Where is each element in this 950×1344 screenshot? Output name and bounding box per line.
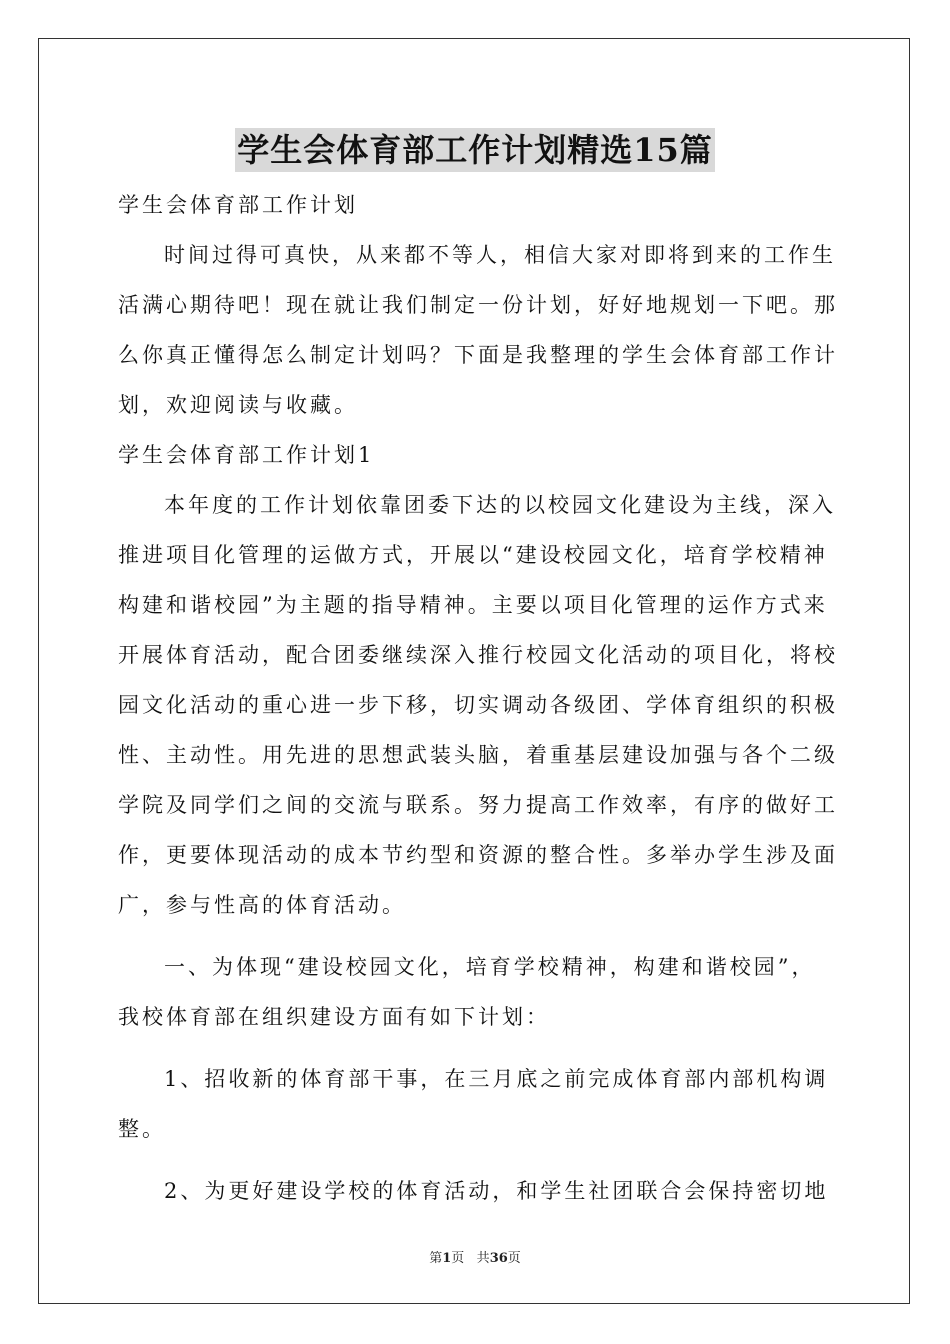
paragraph-line: 学院及同学们之间的交流与联系。努力提高工作效率，有序的做好工 bbox=[118, 793, 838, 817]
paragraph-line: 时间过得可真快，从来都不等人，相信大家对即将到来的工作生 bbox=[164, 243, 836, 267]
total-pages: 36 bbox=[489, 1251, 508, 1266]
spacer bbox=[118, 1154, 834, 1166]
paragraph-line: 2、为更好建设学校的体育活动，和学生社团联合会保持密切地 bbox=[164, 1179, 829, 1203]
point-intro-paragraph bbox=[118, 942, 834, 1042]
intro-heading: 学生会体育部工作计划 bbox=[118, 193, 358, 217]
page-number: 1 bbox=[442, 1251, 452, 1266]
paragraph-line: 园文化活动的重心进一步下移，切实调动各级团、学体育组织的积极 bbox=[118, 693, 838, 717]
intro-paragraph bbox=[118, 230, 838, 430]
paragraph-line: 1、招收新的体育部干事，在三月底之前完成体育部内部机构调 bbox=[164, 1067, 829, 1091]
title-container bbox=[0, 128, 950, 172]
paragraph-line: 推进项目化管理的运做方式，开展以“建设校园文化，培育学校精神 bbox=[118, 543, 828, 567]
paragraph-line: 我校体育部在组织建设方面有如下计划： bbox=[118, 1005, 550, 1029]
item2-paragraph bbox=[118, 1166, 834, 1216]
paragraph-line: 构建和谐校园”为主题的指导精神。主要以项目化管理的运作方式来 bbox=[118, 593, 828, 617]
paragraph-line: 整。 bbox=[118, 1117, 166, 1141]
total-prefix: 共 bbox=[476, 1251, 490, 1266]
paragraph-line: 开展体育活动，配合团委继续深入推行校园文化活动的项目化，将校 bbox=[118, 643, 838, 667]
paragraph-line: 么你真正懂得怎么制定计划吗？下面是我整理的学生会体育部工作计 bbox=[118, 343, 838, 367]
item1-paragraph bbox=[118, 1054, 834, 1154]
document-title: 学生会体育部工作计划精选15篇 bbox=[235, 128, 715, 172]
paragraph-line: 一、为体现“建设校园文化，培育学校精神，构建和谐校园”， bbox=[164, 955, 816, 979]
page-prefix: 第 bbox=[429, 1251, 443, 1266]
section1-paragraph bbox=[118, 480, 838, 930]
spacer bbox=[118, 1042, 834, 1054]
page-suffix: 页 bbox=[451, 1251, 465, 1266]
section-heading: 学生会体育部工作计划1 bbox=[118, 443, 375, 467]
paragraph-line: 本年度的工作计划依靠团委下达的以校园文化建设为主线，深入 bbox=[164, 493, 836, 517]
paragraph-line: 活满心期待吧！现在就让我们制定一份计划，好好地规划一下吧。那 bbox=[118, 293, 838, 317]
paragraph-line: 划，欢迎阅读与收藏。 bbox=[118, 393, 358, 417]
paragraph-line: 广，参与性高的体育活动。 bbox=[118, 893, 406, 917]
total-suffix: 页 bbox=[507, 1251, 521, 1266]
spacer bbox=[118, 930, 834, 942]
paragraph-line: 性、主动性。用先进的思想武装头脑，着重基层建设加强与各个二级 bbox=[118, 743, 838, 767]
document-body bbox=[118, 180, 838, 1216]
paragraph-line: 作，更要体现活动的成本节约型和资源的整合性。多举办学生涉及面 bbox=[118, 843, 838, 867]
page-footer bbox=[0, 1247, 950, 1266]
